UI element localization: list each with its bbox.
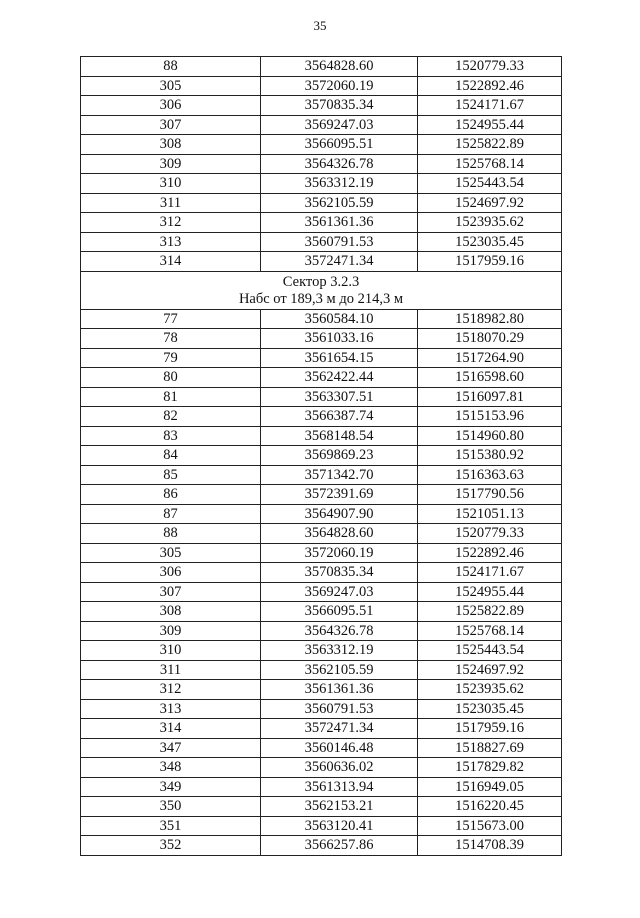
table-row (81, 329, 562, 349)
table-row (81, 387, 562, 407)
coordinate-x-cell: 3560584.10 (261, 309, 418, 329)
table-row (81, 836, 562, 856)
point-number-cell: 308 (81, 135, 261, 155)
coordinate-x-cell: 3569247.03 (261, 582, 418, 602)
point-number-cell: 352 (81, 836, 261, 856)
coordinate-x-cell: 3566095.51 (261, 602, 418, 622)
point-number-cell: 80 (81, 368, 261, 388)
table-row (81, 816, 562, 836)
sector-header-cell (81, 271, 562, 309)
coordinate-x-cell: 3560791.53 (261, 699, 418, 719)
point-number-cell: 312 (81, 213, 261, 233)
coordinate-y-cell: 1522892.46 (418, 76, 562, 96)
coordinate-x-cell: 3564326.78 (261, 154, 418, 174)
coordinate-y-cell: 1517264.90 (418, 348, 562, 368)
table-row (81, 485, 562, 505)
page-number: 35 (313, 18, 327, 33)
coordinate-y-cell: 1524171.67 (418, 563, 562, 583)
coordinate-y-cell: 1514960.80 (418, 426, 562, 446)
table-row (81, 660, 562, 680)
point-number-cell: 82 (81, 407, 261, 427)
coordinate-y-cell: 1517829.82 (418, 758, 562, 778)
point-number-cell: 79 (81, 348, 261, 368)
table-row (81, 641, 562, 661)
table-row (81, 680, 562, 700)
table-row (81, 213, 562, 233)
point-number-cell: 311 (81, 660, 261, 680)
coordinate-x-cell: 3561033.16 (261, 329, 418, 349)
table-row (81, 96, 562, 116)
table-row (81, 368, 562, 388)
point-number-cell: 77 (81, 309, 261, 329)
point-number-cell: 314 (81, 719, 261, 739)
coordinate-x-cell: 3568148.54 (261, 426, 418, 446)
table-row (81, 426, 562, 446)
table-row (81, 348, 562, 368)
point-number-cell: 309 (81, 154, 261, 174)
coordinate-x-cell: 3572060.19 (261, 543, 418, 563)
table-row (81, 777, 562, 797)
table-row (81, 758, 562, 778)
point-number-cell: 307 (81, 115, 261, 135)
coordinate-y-cell: 1524955.44 (418, 582, 562, 602)
coordinate-y-cell: 1517790.56 (418, 485, 562, 505)
point-number-cell: 88 (81, 57, 261, 77)
coordinate-y-cell: 1520779.33 (418, 57, 562, 77)
coordinate-x-cell: 3562422.44 (261, 368, 418, 388)
coordinate-y-cell: 1523935.62 (418, 680, 562, 700)
coordinate-x-cell: 3561313.94 (261, 777, 418, 797)
coordinate-y-cell: 1518070.29 (418, 329, 562, 349)
point-number-cell: 314 (81, 252, 261, 272)
table-row (81, 252, 562, 272)
point-number-cell: 305 (81, 543, 261, 563)
coordinate-x-cell: 3561361.36 (261, 213, 418, 233)
point-number-cell: 350 (81, 797, 261, 817)
coordinate-x-cell: 3572391.69 (261, 485, 418, 505)
coordinate-x-cell: 3560636.02 (261, 758, 418, 778)
point-number-cell: 87 (81, 504, 261, 524)
coordinate-y-cell: 1518827.69 (418, 738, 562, 758)
coordinate-x-cell: 3566387.74 (261, 407, 418, 427)
coordinate-x-cell: 3564828.60 (261, 524, 418, 544)
coordinate-y-cell: 1524171.67 (418, 96, 562, 116)
coordinate-y-cell: 1515673.00 (418, 816, 562, 836)
coordinate-x-cell: 3561654.15 (261, 348, 418, 368)
coordinate-x-cell: 3572471.34 (261, 252, 418, 272)
point-number-cell: 88 (81, 524, 261, 544)
coordinate-y-cell: 1523035.45 (418, 232, 562, 252)
point-number-cell: 313 (81, 232, 261, 252)
coordinate-y-cell: 1524697.92 (418, 193, 562, 213)
table-row (81, 309, 562, 329)
table-row (81, 465, 562, 485)
coordinate-y-cell: 1514708.39 (418, 836, 562, 856)
sector-header-row (81, 271, 562, 309)
coordinate-x-cell: 3569247.03 (261, 115, 418, 135)
point-number-cell: 78 (81, 329, 261, 349)
coordinate-x-cell: 3560791.53 (261, 232, 418, 252)
coordinate-y-cell: 1523935.62 (418, 213, 562, 233)
point-number-cell: 307 (81, 582, 261, 602)
coordinate-x-cell: 3572471.34 (261, 719, 418, 739)
coordinate-x-cell: 3571342.70 (261, 465, 418, 485)
point-number-cell: 312 (81, 680, 261, 700)
table-row (81, 154, 562, 174)
coordinate-y-cell: 1516949.05 (418, 777, 562, 797)
coordinate-x-cell: 3572060.19 (261, 76, 418, 96)
coordinate-y-cell: 1520779.33 (418, 524, 562, 544)
coordinate-y-cell: 1525822.89 (418, 135, 562, 155)
coordinate-x-cell: 3566257.86 (261, 836, 418, 856)
coordinate-y-cell: 1525443.54 (418, 174, 562, 194)
table-row (81, 602, 562, 622)
coordinate-y-cell: 1525443.54 (418, 641, 562, 661)
coordinate-x-cell: 3563312.19 (261, 641, 418, 661)
coordinate-x-cell: 3562105.59 (261, 193, 418, 213)
point-number-cell: 81 (81, 387, 261, 407)
table-row (81, 719, 562, 739)
table-row (81, 115, 562, 135)
coordinate-y-cell: 1515380.92 (418, 446, 562, 466)
sector-title: Сектор 3.2.3 (282, 273, 360, 290)
point-number-cell: 306 (81, 96, 261, 116)
sector-height-range: Набс от 189,3 м до 214,3 м (238, 290, 404, 307)
coordinate-y-cell: 1517959.16 (418, 719, 562, 739)
point-number-cell: 347 (81, 738, 261, 758)
point-number-cell: 310 (81, 174, 261, 194)
coordinate-x-cell: 3562153.21 (261, 797, 418, 817)
point-number-cell: 306 (81, 563, 261, 583)
sector-header (81, 271, 562, 309)
coordinate-y-cell: 1516363.63 (418, 465, 562, 485)
point-number-cell: 351 (81, 816, 261, 836)
coordinate-y-cell: 1525822.89 (418, 602, 562, 622)
coordinate-y-cell: 1524955.44 (418, 115, 562, 135)
table-row (81, 543, 562, 563)
coordinate-y-cell: 1522892.46 (418, 543, 562, 563)
coordinate-y-cell: 1525768.14 (418, 621, 562, 641)
point-number-cell: 86 (81, 485, 261, 505)
coordinate-x-cell: 3561361.36 (261, 680, 418, 700)
table-row (81, 563, 562, 583)
coordinate-x-cell: 3570835.34 (261, 563, 418, 583)
point-number-cell: 305 (81, 76, 261, 96)
coordinate-x-cell: 3564907.90 (261, 504, 418, 524)
point-number-cell: 348 (81, 758, 261, 778)
table-row (81, 699, 562, 719)
coordinate-y-cell: 1523035.45 (418, 699, 562, 719)
coordinate-y-cell: 1515153.96 (418, 407, 562, 427)
coordinate-y-cell: 1521051.13 (418, 504, 562, 524)
coordinate-x-cell: 3570835.34 (261, 96, 418, 116)
coordinate-x-cell: 3564828.60 (261, 57, 418, 77)
coordinate-x-cell: 3564326.78 (261, 621, 418, 641)
coordinate-y-cell: 1516220.45 (418, 797, 562, 817)
table-row (81, 193, 562, 213)
point-number-cell: 311 (81, 193, 261, 213)
table-row (81, 504, 562, 524)
point-number-cell: 308 (81, 602, 261, 622)
table-row (81, 232, 562, 252)
coordinates-table (80, 56, 562, 856)
table-row (81, 621, 562, 641)
table-row (81, 57, 562, 77)
coordinate-y-cell: 1524697.92 (418, 660, 562, 680)
coordinate-x-cell: 3569869.23 (261, 446, 418, 466)
table-row (81, 135, 562, 155)
point-number-cell: 313 (81, 699, 261, 719)
table-row (81, 76, 562, 96)
coordinate-x-cell: 3563120.41 (261, 816, 418, 836)
group1-rows (81, 57, 562, 272)
point-number-cell: 349 (81, 777, 261, 797)
table-row (81, 174, 562, 194)
coordinate-x-cell: 3563307.51 (261, 387, 418, 407)
table-row (81, 446, 562, 466)
coordinate-y-cell: 1518982.80 (418, 309, 562, 329)
coordinate-x-cell: 3562105.59 (261, 660, 418, 680)
table-row (81, 738, 562, 758)
table-row (81, 524, 562, 544)
coordinate-x-cell: 3566095.51 (261, 135, 418, 155)
point-number-cell: 84 (81, 446, 261, 466)
coordinate-x-cell: 3563312.19 (261, 174, 418, 194)
point-number-cell: 310 (81, 641, 261, 661)
table-row (81, 407, 562, 427)
coordinate-x-cell: 3560146.48 (261, 738, 418, 758)
group2-rows (81, 309, 562, 855)
table-row (81, 797, 562, 817)
coordinate-y-cell: 1525768.14 (418, 154, 562, 174)
point-number-cell: 309 (81, 621, 261, 641)
table-row (81, 582, 562, 602)
coordinate-y-cell: 1516598.60 (418, 368, 562, 388)
coordinate-y-cell: 1517959.16 (418, 252, 562, 272)
coordinate-y-cell: 1516097.81 (418, 387, 562, 407)
point-number-cell: 83 (81, 426, 261, 446)
point-number-cell: 85 (81, 465, 261, 485)
